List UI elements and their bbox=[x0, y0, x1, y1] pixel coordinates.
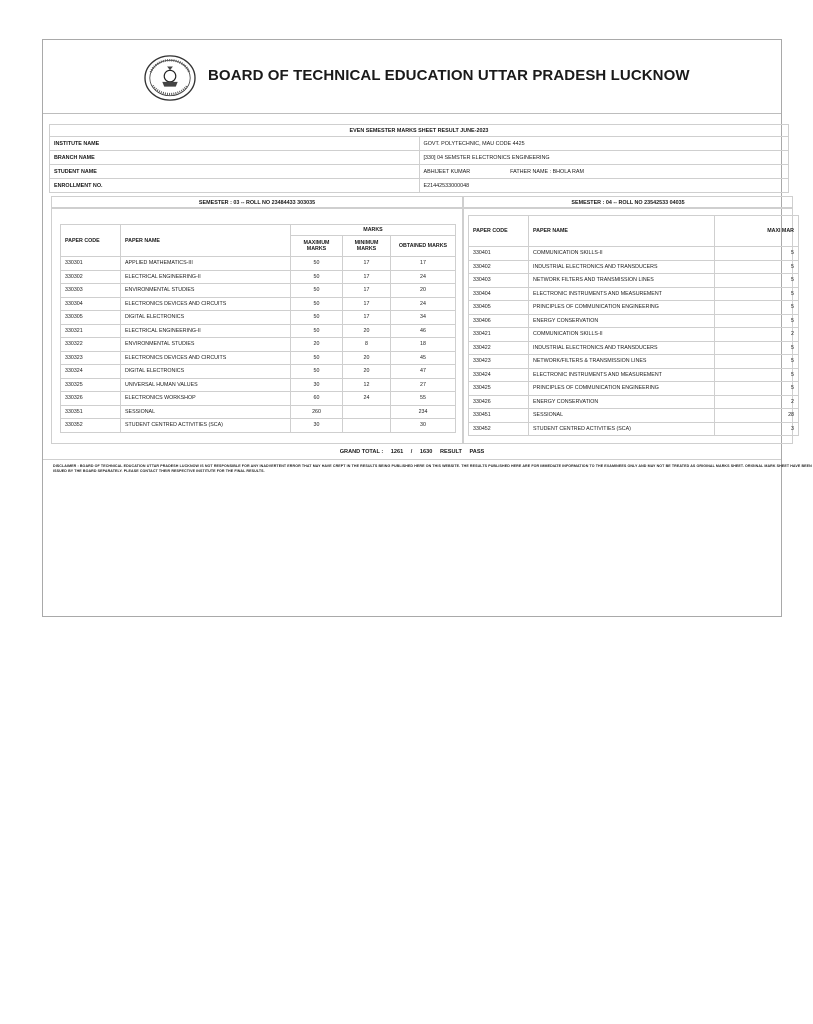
max-marks: 5 bbox=[715, 382, 799, 396]
max-marks: 5 bbox=[715, 301, 799, 315]
paper-name: COMMUNICATION SKILLS-II bbox=[529, 328, 715, 342]
obtained-marks: 47 bbox=[391, 365, 456, 379]
result-value: PASS bbox=[469, 449, 485, 455]
paper-name: STUDENT CENTRED ACTIVITIES (SCA) bbox=[529, 422, 715, 436]
obtained-marks: 18 bbox=[391, 338, 456, 352]
sem4-heading: SEMESTER : 04 -- ROLL NO 23542533 04035 bbox=[463, 196, 793, 208]
paper-name: ENERGY CONSERVATION bbox=[529, 314, 715, 328]
max-marks: 260 bbox=[291, 405, 343, 419]
grand-total-obtained: 1261 bbox=[390, 449, 404, 455]
table-row bbox=[61, 351, 456, 365]
max-marks: 28 bbox=[715, 409, 799, 423]
table-row bbox=[469, 422, 799, 436]
paper-code: 330302 bbox=[61, 270, 121, 284]
min-marks bbox=[343, 419, 391, 433]
obtained-marks: 24 bbox=[391, 297, 456, 311]
table-row bbox=[469, 287, 799, 301]
table-row bbox=[61, 311, 456, 325]
col-marks: MARKS bbox=[291, 225, 456, 236]
max-marks: 3 bbox=[715, 422, 799, 436]
paper-code: 330423 bbox=[469, 355, 529, 369]
min-marks: 20 bbox=[343, 351, 391, 365]
paper-code: 330406 bbox=[469, 314, 529, 328]
paper-code: 330404 bbox=[469, 287, 529, 301]
grand-total-sep: / bbox=[410, 449, 413, 455]
max-marks: 50 bbox=[291, 257, 343, 271]
branch-value: [330] 04 SEMSTER ELECTRONICS ENGINEERING bbox=[419, 151, 789, 165]
paper-name: APPLIED MATHEMATICS-III bbox=[121, 257, 291, 271]
paper-name: ENERGY CONSERVATION bbox=[529, 395, 715, 409]
paper-name: PRINCIPLES OF COMMUNICATION ENGINEERING bbox=[529, 382, 715, 396]
sem3-panel bbox=[51, 208, 463, 444]
paper-name: ELECTRONICS WORKSHOP bbox=[121, 392, 291, 406]
paper-name: DIGITAL ELECTRONICS bbox=[121, 365, 291, 379]
paper-code: 330323 bbox=[61, 351, 121, 365]
paper-name: SESSIONAL bbox=[121, 405, 291, 419]
col-paper-code: PAPER CODE bbox=[61, 225, 121, 257]
col-obtained-marks: OBTAINED MARKS bbox=[391, 236, 456, 257]
table-row bbox=[469, 301, 799, 315]
table-row bbox=[469, 247, 799, 261]
paper-code: 330324 bbox=[61, 365, 121, 379]
max-marks: 5 bbox=[715, 341, 799, 355]
paper-name: NETWORK FILTERS AND TRANSMISSION LINES bbox=[529, 274, 715, 288]
obtained-marks: 46 bbox=[391, 324, 456, 338]
paper-code: 330403 bbox=[469, 274, 529, 288]
paper-code: 330452 bbox=[469, 422, 529, 436]
student-value: ABHIJEET KUMAR bbox=[423, 168, 471, 175]
table-row bbox=[469, 314, 799, 328]
sem3-heading: SEMESTER : 03 -- ROLL NO 23484433 303035 bbox=[51, 196, 463, 208]
table-row bbox=[61, 419, 456, 433]
max-marks: 50 bbox=[291, 311, 343, 325]
paper-name: ELECTRONIC INSTRUMENTS AND MEASUREMENT bbox=[529, 368, 715, 382]
table-row bbox=[469, 274, 799, 288]
max-marks: 50 bbox=[291, 270, 343, 284]
paper-code: 330451 bbox=[469, 409, 529, 423]
obtained-marks: 17 bbox=[391, 257, 456, 271]
grand-total-max: 1630 bbox=[419, 449, 433, 455]
paper-code: 330422 bbox=[469, 341, 529, 355]
min-marks: 12 bbox=[343, 378, 391, 392]
obtained-marks: 55 bbox=[391, 392, 456, 406]
sem4-panel bbox=[463, 208, 793, 444]
paper-name: SESSIONAL bbox=[529, 409, 715, 423]
paper-code: 330402 bbox=[469, 260, 529, 274]
enrollment-value: E21442533000048 bbox=[419, 179, 789, 193]
result-title: EVEN SEMESTER MARKS SHEET RESULT JUNE-2023 bbox=[50, 125, 789, 137]
marksheet-frame bbox=[42, 39, 812, 617]
paper-code: 330305 bbox=[61, 311, 121, 325]
paper-code: 330401 bbox=[469, 247, 529, 261]
table-row bbox=[61, 270, 456, 284]
table-row bbox=[61, 297, 456, 311]
paper-name: INDUSTRIAL ELECTRONICS AND TRANSDUCERS bbox=[529, 341, 715, 355]
max-marks: 5 bbox=[715, 260, 799, 274]
min-marks: 17 bbox=[343, 257, 391, 271]
student-cell bbox=[419, 165, 789, 179]
table-row bbox=[469, 260, 799, 274]
paper-name: ELECTRICAL ENGINEERING-II bbox=[121, 270, 291, 284]
max-marks: 50 bbox=[291, 324, 343, 338]
paper-code: 330426 bbox=[469, 395, 529, 409]
min-marks: 20 bbox=[343, 324, 391, 338]
max-marks: 5 bbox=[715, 355, 799, 369]
sem4-marks-table bbox=[468, 215, 799, 436]
max-marks: 5 bbox=[715, 274, 799, 288]
table-row bbox=[61, 365, 456, 379]
obtained-marks: 34 bbox=[391, 311, 456, 325]
page-title: BOARD OF TECHNICAL EDUCATION UTTAR PRADESH LUCKNOW bbox=[208, 67, 690, 84]
obtained-marks: 24 bbox=[391, 270, 456, 284]
table-row bbox=[61, 284, 456, 298]
paper-code: 330325 bbox=[61, 378, 121, 392]
table-row bbox=[469, 395, 799, 409]
table-row bbox=[469, 368, 799, 382]
min-marks bbox=[343, 405, 391, 419]
paper-code: 330424 bbox=[469, 368, 529, 382]
col-paper-name: PAPER NAME bbox=[121, 225, 291, 257]
max-marks: 30 bbox=[291, 419, 343, 433]
paper-code: 330351 bbox=[61, 405, 121, 419]
max-marks: 50 bbox=[291, 297, 343, 311]
max-marks: 5 bbox=[715, 368, 799, 382]
table-row bbox=[469, 382, 799, 396]
paper-name: STUDENT CENTRED ACTIVITIES (SCA) bbox=[121, 419, 291, 433]
obtained-marks: 27 bbox=[391, 378, 456, 392]
max-marks: 2 bbox=[715, 395, 799, 409]
paper-code: 330425 bbox=[469, 382, 529, 396]
min-marks: 17 bbox=[343, 311, 391, 325]
col-max-marks-partial: MAXI MAR bbox=[715, 216, 799, 247]
table-row bbox=[469, 341, 799, 355]
table-row bbox=[61, 338, 456, 352]
obtained-marks: 45 bbox=[391, 351, 456, 365]
min-marks: 8 bbox=[343, 338, 391, 352]
table-row bbox=[61, 405, 456, 419]
paper-name: ELECTRICAL ENGINEERING-II bbox=[121, 324, 291, 338]
min-marks: 17 bbox=[343, 270, 391, 284]
table-row bbox=[469, 328, 799, 342]
min-marks: 17 bbox=[343, 297, 391, 311]
obtained-marks: 20 bbox=[391, 284, 456, 298]
max-marks: 50 bbox=[291, 365, 343, 379]
paper-name: COMMUNICATION SKILLS-II bbox=[529, 247, 715, 261]
max-marks: 5 bbox=[715, 287, 799, 301]
institute-label: INSTITUTE NAME bbox=[50, 137, 420, 151]
paper-name: ENVIRONMENTAL STUDIES bbox=[121, 338, 291, 352]
obtained-marks: 234 bbox=[391, 405, 456, 419]
sem3-marks-table bbox=[60, 224, 456, 433]
max-marks: 30 bbox=[291, 378, 343, 392]
father-name: FATHER NAME : BHOLA RAM bbox=[510, 168, 585, 175]
col-paper-name: PAPER NAME bbox=[529, 216, 715, 247]
col-paper-code: PAPER CODE bbox=[469, 216, 529, 247]
paper-name: DIGITAL ELECTRONICS bbox=[121, 311, 291, 325]
paper-name: UNIVERSAL HUMAN VALUES bbox=[121, 378, 291, 392]
max-marks: 60 bbox=[291, 392, 343, 406]
table-row bbox=[61, 324, 456, 338]
paper-code: 330301 bbox=[61, 257, 121, 271]
max-marks: 20 bbox=[291, 338, 343, 352]
col-min-marks: MINIMUM MARKS bbox=[343, 236, 391, 257]
branch-label: BRANCH NAME bbox=[50, 151, 420, 165]
header-divider bbox=[43, 113, 781, 114]
disclaimer-text: DISCLAIMER : BOARD OF TECHNICAL EDUCATION UTTAR PRADESH LUCKNOW IS NOT RESPONSIBLE FOR ANY INADVERTENT ERROR THAT MAY HAVE CREPT IN THE RESULTS BEING PUBLISHED HERE ON THIS WEBSITE. THE RESULTS PUBLISHED HERE ARE FOR IMMEDIATE INFORMATION TO THE EXAMINEES ONLY AND MAY NOT BE TREATED AS ORIGINAL MARKS SHEET. ORIGINAL MARK SHEET HAVE BEEN ISSUED BY THE BOARD SEPARATELY. PLEASE CONTACT THEIR RESPECTIVE INSTITUTE FOR THE FINAL RESULTS. bbox=[53, 464, 812, 473]
max-marks: 5 bbox=[715, 247, 799, 261]
institute-value: GOVT. POLYTECHNIC, MAU CODE 4425 bbox=[419, 137, 789, 151]
grand-total-label: GRAND TOTAL : bbox=[339, 449, 384, 455]
paper-name: ELECTRONIC INSTRUMENTS AND MEASUREMENT bbox=[529, 287, 715, 301]
table-row bbox=[61, 378, 456, 392]
paper-code: 330421 bbox=[469, 328, 529, 342]
result-label: RESULT bbox=[439, 449, 462, 455]
table-row bbox=[469, 355, 799, 369]
paper-code: 330303 bbox=[61, 284, 121, 298]
student-label: STUDENT NAME bbox=[50, 165, 420, 179]
paper-code: 330322 bbox=[61, 338, 121, 352]
min-marks: 24 bbox=[343, 392, 391, 406]
paper-name: NETWORK/FILTERS & TRANSMISSION LINES bbox=[529, 355, 715, 369]
paper-code: 330321 bbox=[61, 324, 121, 338]
paper-name: ELECTRONICS DEVICES AND CIRCUITS bbox=[121, 351, 291, 365]
paper-name: INDUSTRIAL ELECTRONICS AND TRANSDUCERS bbox=[529, 260, 715, 274]
max-marks: 2 bbox=[715, 328, 799, 342]
board-emblem-icon bbox=[141, 53, 199, 103]
min-marks: 17 bbox=[343, 284, 391, 298]
paper-name: ELECTRONICS DEVICES AND CIRCUITS bbox=[121, 297, 291, 311]
paper-code: 330304 bbox=[61, 297, 121, 311]
paper-code: 330405 bbox=[469, 301, 529, 315]
table-row bbox=[61, 257, 456, 271]
student-info-table bbox=[49, 124, 789, 193]
paper-name: ENVIRONMENTAL STUDIES bbox=[121, 284, 291, 298]
paper-code: 330326 bbox=[61, 392, 121, 406]
max-marks: 5 bbox=[715, 314, 799, 328]
paper-code: 330352 bbox=[61, 419, 121, 433]
min-marks: 20 bbox=[343, 365, 391, 379]
table-row bbox=[61, 392, 456, 406]
obtained-marks: 30 bbox=[391, 419, 456, 433]
paper-name: PRINCIPLES OF COMMUNICATION ENGINEERING bbox=[529, 301, 715, 315]
max-marks: 50 bbox=[291, 351, 343, 365]
grand-total-row bbox=[43, 445, 781, 460]
max-marks: 50 bbox=[291, 284, 343, 298]
col-max-marks: MAXIMUM MARKS bbox=[291, 236, 343, 257]
table-row bbox=[469, 409, 799, 423]
enrollment-label: ENROLLMENT NO. bbox=[50, 179, 420, 193]
